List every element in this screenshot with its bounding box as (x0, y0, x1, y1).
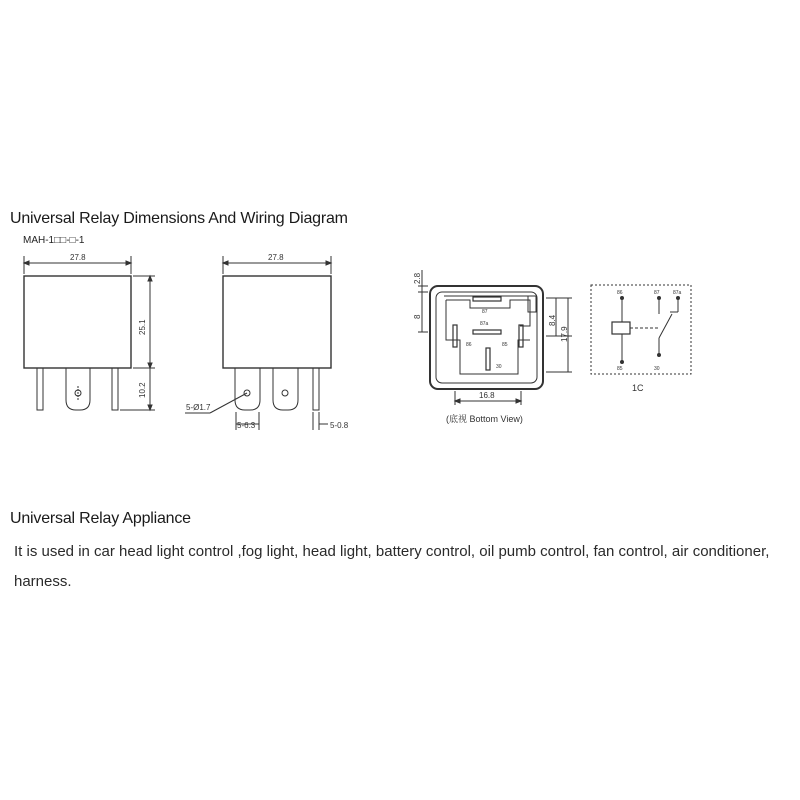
dim-pin-width: 5-6.3 (237, 421, 256, 430)
pin-label-86: 86 (466, 342, 472, 348)
section-title-dimensions: Universal Relay Dimensions And Wiring Diagram (10, 210, 348, 227)
dim-inner-height: 8.4 (548, 314, 557, 326)
dim-top-offset: 2.8 (413, 272, 422, 284)
relay-side-view-a (24, 256, 155, 410)
schematic-pin-86: 86 (617, 290, 623, 296)
bottom-view-label: (底视 Bottom View) (446, 414, 523, 424)
dim-width-b: 27.8 (268, 253, 284, 262)
section-title-appliance: Universal Relay Appliance (10, 510, 191, 527)
schematic-pin-87: 87 (654, 290, 660, 296)
dim-bottom-width: 16.8 (479, 391, 495, 400)
dim-outer-height: 17.9 (560, 326, 569, 342)
relay-diagram (0, 250, 800, 440)
dim-width-a: 27.8 (70, 253, 86, 262)
relay-bottom-view (418, 270, 572, 405)
schematic-pin-87a: 87a (673, 290, 682, 296)
schematic-pin-85: 85 (617, 366, 623, 372)
model-code: MAH-1□□-□-1 (23, 235, 85, 246)
pin-label-30: 30 (496, 364, 502, 370)
pin-label-87a: 87a (480, 321, 489, 327)
relay-schematic (591, 285, 691, 374)
pin-label-85: 85 (502, 342, 508, 348)
dim-body-height: 25.1 (138, 319, 147, 335)
pin-label-87: 87 (482, 309, 488, 315)
dim-hole-dia: 5-Ø1.7 (186, 403, 211, 412)
schematic-pin-30: 30 (654, 366, 660, 372)
dim-pin-thick: 5-0.8 (330, 421, 349, 430)
schematic-config-label: 1C (632, 383, 644, 393)
dim-pin-length: 10.2 (138, 382, 147, 398)
appliance-description: It is used in car head light control ,fog light, head light, battery control, oil pumb control, fan control, air conditioner, harness. (14, 543, 770, 590)
dim-upper-gap: 8 (413, 314, 422, 319)
